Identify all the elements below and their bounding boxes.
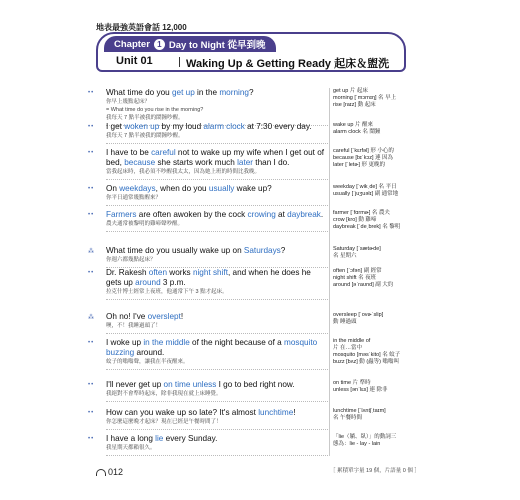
sentence-translation: 你怎麼這麼晚才起床？現在已經是午餐時間了！: [106, 419, 222, 425]
sentence-row: [88, 312, 328, 330]
highlighted-word: later: [237, 158, 254, 167]
sentence-row: [88, 434, 328, 452]
book-title: 地表最強英語會話 12,000: [96, 23, 187, 32]
sentence-translation: 你早上幾點起床？: [106, 99, 151, 105]
sentence-translation: 我每天 7 點半被我的鬧鐘吵醒。: [106, 133, 184, 139]
sentence-text: than I do.: [253, 158, 290, 167]
vocab-entry: [333, 122, 413, 136]
bullet-dots-icon: ••: [88, 90, 95, 96]
row-separator: [106, 369, 328, 370]
sentence-english: [106, 148, 328, 168]
vocab-line: crow [kro] 動 雞啼: [333, 217, 377, 223]
chapter-tab: [104, 36, 276, 52]
sentence-row: [88, 88, 328, 122]
highlighted-word: careful: [151, 148, 176, 157]
sentence-english: [106, 380, 328, 390]
bullet-dots-icon: ••: [88, 270, 95, 276]
highlighted-word: around: [135, 278, 161, 287]
vocab-line: morning [ˈmɔrnɪŋ] 名 早上: [333, 95, 397, 101]
vocab-line: lunchtime [ˈlʌntʃˌtaɪm]: [333, 408, 386, 414]
sentence-text: 3 p.m.: [160, 278, 186, 287]
bullet-dots-icon: ••: [88, 436, 95, 442]
sentence-text: What time do you usually wake up on: [106, 246, 244, 255]
highlighted-word: crowing: [247, 210, 276, 219]
highlighted-word: night shift: [192, 268, 228, 277]
sentence-text: every Sunday.: [163, 434, 218, 443]
vocab-line: weekday [ˈwikˌde] 名 平日: [333, 184, 397, 190]
bullet-dots-icon: ••: [88, 410, 95, 416]
bullet-dots-icon: ⁂: [88, 249, 95, 255]
sentence-translation: 拉克什博士經常上夜班，他通常下午 3 點才起床。: [106, 289, 228, 295]
vocab-line: later [ˈletɚ] 形 更晚的: [333, 162, 386, 168]
vocab-line: in the middle of: [333, 338, 371, 344]
vocab-line: buzz [bʌz] 動 (蟲等) 嗡嗡叫: [333, 359, 400, 365]
highlighted-word: Saturdays: [243, 246, 281, 255]
sentence-text: in the: [194, 88, 220, 97]
sentence-text: I have to be: [106, 148, 152, 157]
highlighted-word: Farmers: [106, 210, 137, 219]
highlighted-word: get up: [171, 88, 195, 97]
highlighted-word: lunchtime: [258, 408, 294, 417]
row-separator: [106, 333, 328, 334]
sentence-text: .: [320, 210, 324, 219]
sentence-row: [88, 408, 328, 426]
vocab-entry: [333, 246, 413, 260]
row-separator: [106, 143, 328, 144]
row-separator: [106, 455, 328, 456]
vocab-line: because [bɪˈkɔz] 連 因為: [333, 155, 394, 161]
vocab-line: 「lie（躺、臥）」的動詞三: [333, 434, 397, 440]
sentence-text: !: [180, 312, 184, 321]
sentence-translation: 我每天 7 點半被我的鬧鐘吵醒。: [106, 115, 184, 121]
sentence-text: !: [293, 408, 296, 417]
vocab-entry: [333, 380, 413, 394]
row-separator: [106, 231, 328, 232]
sentence-text: I woke up: [106, 338, 144, 347]
highlighted-word: alarm clock: [203, 122, 245, 131]
page-number-block: [96, 467, 123, 477]
vocab-line: often [ˈɔfən] 副 經常: [333, 268, 382, 274]
sentence-text: not to wake up my wife when I get out of bed,: [106, 148, 325, 167]
vocab-line: Saturday [ˈsætɚde]: [333, 246, 381, 252]
sentence-row: [88, 210, 328, 228]
highlighted-word: unless: [192, 380, 217, 389]
sentence-text: , when do you: [155, 184, 209, 193]
vocab-line: usually [ˈjuʒuəlɪ] 副 通常地: [333, 191, 399, 197]
highlighted-word: often: [148, 268, 167, 277]
sentence-english: [106, 210, 328, 220]
sentence-text: Dr. Rakesh: [106, 268, 149, 277]
vocab-line: 動 睡過頭: [333, 319, 357, 325]
vocab-line: farmer [ˈfɑrmɚ] 名 農夫: [333, 210, 390, 216]
bullet-dots-icon: ••: [88, 340, 95, 346]
column-divider: [329, 88, 330, 456]
row-separator: [106, 429, 328, 430]
bullet-dots-icon: ••: [88, 382, 95, 388]
highlighted-word: on time: [163, 380, 191, 389]
sentence-english: [106, 408, 328, 418]
vocab-entry: [333, 148, 413, 169]
sentence-english: [106, 338, 328, 358]
bullet-dots-icon: ⁂: [88, 315, 95, 321]
sentence-english: [106, 88, 328, 98]
page-number: 012: [108, 467, 124, 477]
sentence-text: at 7:30 every day.: [244, 122, 312, 131]
vocab-entry: [333, 312, 413, 326]
sentence-row: [88, 246, 328, 264]
sentence-translation: 蚊子的嗡嗡聲，讓我在半夜醒來。: [106, 359, 189, 365]
sentence-english: [106, 434, 328, 444]
highlighted-word: daybreak: [287, 210, 321, 219]
vocab-line: alarm clock 名 鬧鐘: [333, 129, 381, 135]
vocab-line: around [əˈraʊnd] 副 大約: [333, 282, 394, 288]
sentence-translation: = What time do you rise in the morning?: [106, 107, 204, 113]
highlighted-word: mosquito: [284, 338, 318, 347]
row-separator: [106, 205, 328, 206]
row-separator: [106, 179, 328, 180]
sentence-text: at: [275, 210, 288, 219]
sentence-text: wake up?: [234, 184, 272, 193]
vocab-entry: [333, 338, 413, 366]
sentence-text: ?: [248, 88, 254, 97]
sentence-row: [88, 338, 328, 366]
highlighted-word: usually: [208, 184, 235, 193]
highlighted-word: lie: [155, 434, 164, 443]
highlighted-word: weekdays: [119, 184, 156, 193]
vocab-entry: [333, 88, 413, 109]
sentence-text: are often awoken by the cock: [136, 210, 248, 219]
bullet-dots-icon: ••: [88, 124, 95, 130]
vocab-line: careful [ˈkɛrfəl] 形 小心的: [333, 148, 394, 154]
vocab-line: mosquito [məsˈkito] 名 蚊子: [333, 352, 401, 358]
sentence-translation: 噢，不！我睡過頭了！: [106, 323, 162, 329]
sentence-translation: 你週六都幾點起床？: [106, 257, 156, 263]
vocab-entry: [333, 210, 413, 231]
sentence-text: ?: [280, 246, 286, 255]
row-separator: [106, 299, 328, 300]
vocab-line: get up 片 起床: [333, 88, 368, 94]
chapter-label: Chapter: [114, 38, 150, 50]
sentence-text: I have a long: [106, 434, 156, 443]
vocab-line: oversleep [ˈovɚˈslip]: [333, 312, 384, 318]
vocab-line: 片 在…當中: [333, 345, 363, 351]
sentence-row: [88, 184, 328, 202]
sentence-text: works: [167, 268, 193, 277]
unit-number: Unit 01: [116, 55, 153, 67]
highlighted-word: buzzing: [106, 348, 135, 357]
sentence-text: On: [106, 184, 120, 193]
sentence-text: , and when he does he gets up: [106, 268, 311, 287]
bullet-dots-icon: ••: [88, 186, 95, 192]
vocab-line: unless [ənˈlɛs] 連 除非: [333, 387, 388, 393]
sentence-row: [88, 122, 328, 140]
vocab-entry: [333, 408, 413, 422]
sentence-text: around.: [134, 348, 165, 357]
sentence-english: [106, 268, 328, 288]
sentence-translation: 我星期天都賴很久。: [106, 445, 156, 451]
headphone-icon: [96, 469, 106, 476]
sentence-translation: 我絕對不會準時起床，除非我現在就上床睡覺。: [106, 391, 222, 397]
unit-title: Waking Up & Getting Ready 起床＆盥洗: [186, 58, 390, 70]
highlighted-word: in the middle: [143, 338, 190, 347]
vocab-entry: [333, 434, 413, 448]
sentence-translation: 當我起床時，我必須不吵醒我太太，因為她上班的時間比我晚。: [106, 169, 261, 175]
vocab-line: night shift 名 夜班: [333, 275, 377, 281]
sentence-text: I'll never get up: [106, 380, 164, 389]
vocab-entry: [333, 268, 413, 289]
vocab-line: 名 星期六: [333, 253, 357, 259]
sentence-english: [106, 184, 328, 194]
sentence-text: I go to bed right now.: [216, 380, 295, 389]
sentence-text: of the night because of a: [189, 338, 284, 347]
progress-counter: ［ 累積單字量 19 個，片語量 0 個 ］: [330, 468, 420, 474]
sentence-text: I get: [106, 122, 125, 131]
vocab-entry: [333, 184, 413, 198]
bullet-dots-icon: ••: [88, 212, 95, 218]
sentence-text: How can you wake up so late? It's almost: [106, 408, 259, 417]
vocab-line: wake up 片 醒來: [333, 122, 374, 128]
unit-separator: [179, 57, 180, 67]
highlighted-word: overslept: [147, 312, 181, 321]
chapter-number: 1: [154, 39, 165, 50]
vocab-line: daybreak [ˈdeˌbrek] 名 黎明: [333, 224, 401, 230]
sentence-text: she starts work much: [155, 158, 238, 167]
sentence-english: [106, 246, 328, 256]
bullet-dots-icon: ••: [88, 150, 95, 156]
vocab-line: rise [raɪz] 動 起床: [333, 102, 376, 108]
sentence-text: Oh no! I've: [106, 312, 148, 321]
sentence-translation: 你平日通常幾點醒來？: [106, 195, 162, 201]
chapter-title: Day to Night 從早到晚: [168, 40, 266, 51]
sentence-text: What time do you: [106, 88, 172, 97]
sentence-row: [88, 380, 328, 398]
sentence-english: [106, 122, 328, 132]
vocab-line: on time 片 準時: [333, 380, 371, 386]
highlighted-word: morning: [219, 88, 249, 97]
highlighted-word: because: [124, 158, 156, 167]
vocab-line: 名 午餐時間: [333, 415, 363, 421]
sentence-translation: 農夫通常被黎明的雞啼聲吵醒。: [106, 221, 184, 227]
sentence-english: [106, 312, 328, 322]
highlighted-word: woken up: [124, 122, 160, 131]
row-separator: [106, 401, 328, 402]
sentence-text: by my loud: [159, 122, 204, 131]
sentence-row: [88, 268, 328, 296]
vocab-line: 態為：lie - lay - lain: [333, 441, 381, 447]
sentence-row: [88, 148, 328, 176]
